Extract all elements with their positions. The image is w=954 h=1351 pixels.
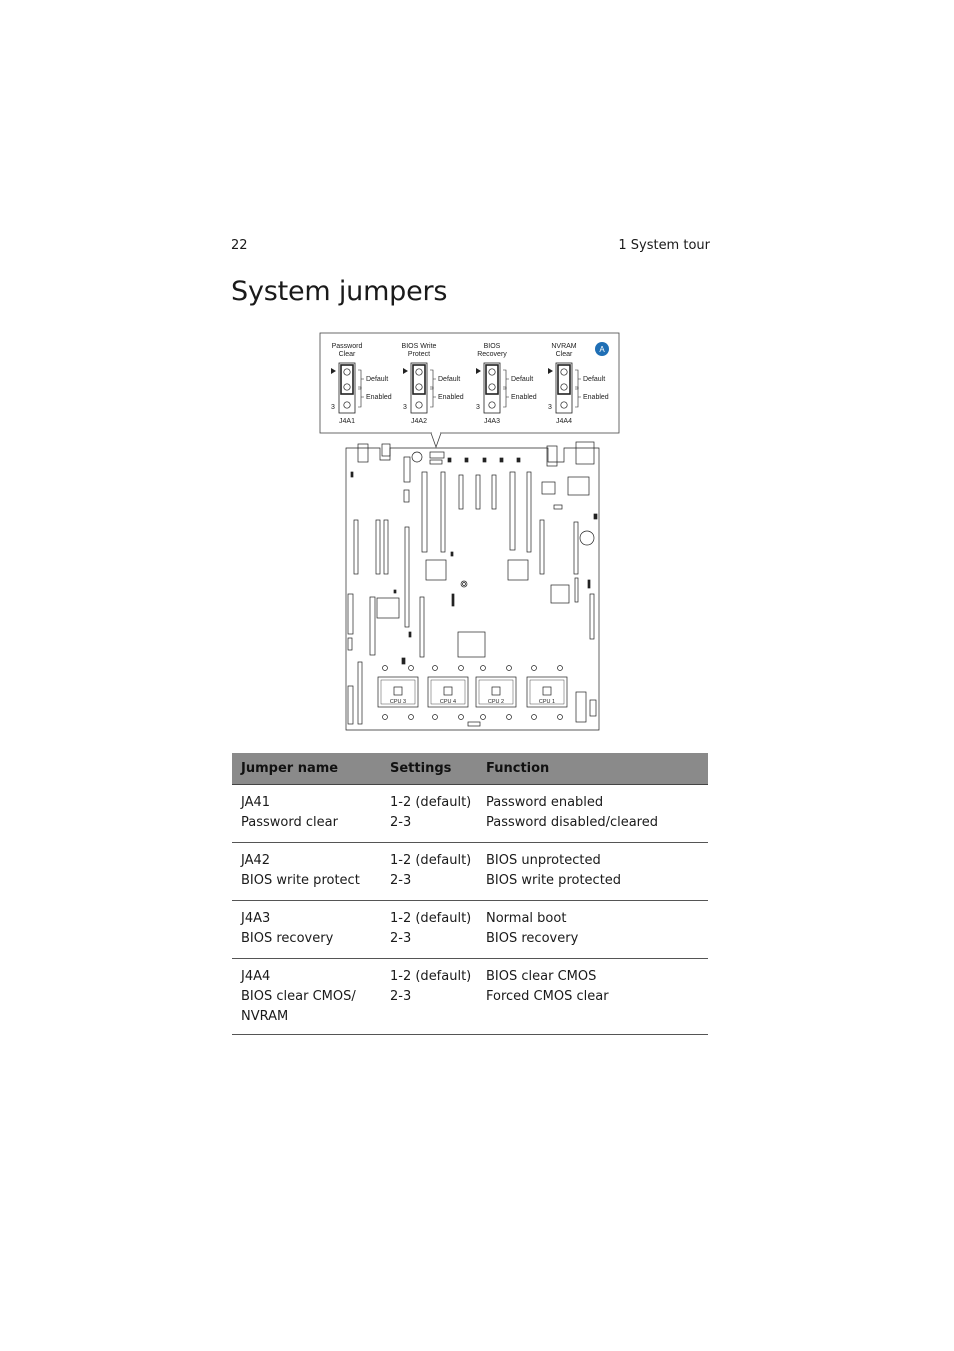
jumper-pin (416, 402, 422, 408)
cpu-socket (527, 677, 567, 707)
jumper-pin (561, 369, 567, 375)
jumper-label: Clear (555, 351, 573, 358)
default-label: Default (583, 376, 606, 383)
jumper-id: JA42 (241, 853, 271, 868)
page-title: System jumpers (231, 276, 448, 307)
jumper-pin (561, 402, 567, 408)
jumper-label: Recovery (477, 351, 507, 358)
jumper-label: Password (331, 343, 363, 350)
enabled-label: Enabled (366, 394, 392, 401)
function-default: Normal boot (486, 911, 567, 926)
cpu-socket (428, 677, 468, 707)
jumper-name-cell (232, 901, 381, 959)
table-row (232, 901, 708, 959)
function-cell (477, 785, 708, 843)
table-row (232, 959, 708, 1035)
function-cell (477, 901, 708, 959)
setting-alt: 2-3 (390, 989, 412, 1004)
jumper-pin (489, 369, 495, 375)
jumper-name-cell (232, 785, 381, 843)
column-header-function: Function (477, 753, 708, 785)
table-row (232, 785, 708, 843)
setting-alt: 2-3 (390, 931, 412, 946)
jumper-settings-table (232, 753, 708, 1035)
callout-pointer (431, 433, 441, 447)
jumper-label: Protect (407, 351, 431, 358)
jumper-description: BIOS write protect (241, 873, 360, 888)
function-alt: BIOS recovery (486, 931, 579, 946)
jumper-id-label: J4A4 (556, 418, 572, 425)
jumper-description: Password clear (241, 815, 338, 830)
enabled-label: Enabled (438, 394, 464, 401)
function-cell (477, 959, 708, 1035)
default-label: Default (438, 376, 461, 383)
motherboard (346, 442, 599, 730)
setting-alt: 2-3 (390, 815, 412, 830)
setting-default: 1-2 (default) (390, 795, 472, 810)
setting-alt: 2-3 (390, 873, 412, 888)
jumper-id-label: J4A1 (339, 418, 355, 425)
jumper-pin (561, 384, 567, 390)
jumper-name-cell (232, 959, 381, 1035)
setting-default: 1-2 (default) (390, 853, 472, 868)
column-header-settings: Settings (381, 753, 477, 785)
table-header-row (232, 753, 708, 785)
cpu-socket (476, 677, 516, 707)
pin3-label: 3 (331, 404, 335, 411)
pin3-label: 3 (403, 404, 407, 411)
jumper-pin (344, 384, 350, 390)
jumper-id: JA41 (241, 795, 271, 810)
cpu-label: CPU 2 (487, 699, 505, 705)
default-label: Default (511, 376, 534, 383)
setting-default: 1-2 (default) (390, 911, 472, 926)
settings-cell (381, 843, 477, 901)
jumper-label: NVRAM (551, 343, 577, 350)
settings-cell (381, 785, 477, 843)
jumper-pin (344, 369, 350, 375)
enabled-label: Enabled (511, 394, 537, 401)
chapter-title: 1 System tour (618, 238, 710, 253)
jumper-pin (489, 384, 495, 390)
column-header-jumper-name: Jumper name (232, 753, 381, 785)
jumper-description: BIOS clear CMOS/ (241, 989, 356, 1004)
function-alt: Forced CMOS clear (486, 989, 609, 1004)
pin3-label: 3 (548, 404, 552, 411)
cpu-socket (378, 677, 418, 707)
jumper-pin (489, 402, 495, 408)
function-cell (477, 843, 708, 901)
function-default: BIOS unprotected (486, 853, 601, 868)
default-label: Default (366, 376, 389, 383)
table-row (232, 843, 708, 901)
function-default: BIOS clear CMOS (486, 969, 597, 984)
jumper-id: J4A3 (241, 911, 271, 926)
jumper-label: Clear (338, 351, 356, 358)
settings-cell (381, 901, 477, 959)
jumper-pin (416, 384, 422, 390)
cpu-label: CPU 4 (439, 699, 457, 705)
enabled-label: Enabled (583, 394, 609, 401)
pin3-label: 3 (476, 404, 480, 411)
settings-cell (381, 959, 477, 1035)
page-number: 22 (231, 238, 248, 253)
function-alt: BIOS write protected (486, 873, 622, 888)
callout-letter: A (599, 345, 605, 354)
jumper-id-label: J4A3 (484, 418, 500, 425)
jumper-label: BIOS Write (401, 343, 437, 350)
jumper-label: BIOS (483, 343, 501, 350)
jumper-id-label: J4A2 (411, 418, 427, 425)
jumper-pin (344, 402, 350, 408)
motherboard-jumper-diagram (318, 332, 622, 732)
function-alt: Password disabled/cleared (486, 815, 658, 830)
jumper-description: BIOS recovery (241, 931, 334, 946)
function-default: Password enabled (486, 795, 604, 810)
cpu-label: CPU 3 (389, 699, 407, 705)
jumper-name-cell (232, 843, 381, 901)
jumper-id: J4A4 (241, 969, 271, 984)
cpu-label: CPU 1 (538, 699, 556, 705)
setting-default: 1-2 (default) (390, 969, 472, 984)
jumper-pin (416, 369, 422, 375)
jumper-description-cont: NVRAM (241, 1009, 289, 1024)
